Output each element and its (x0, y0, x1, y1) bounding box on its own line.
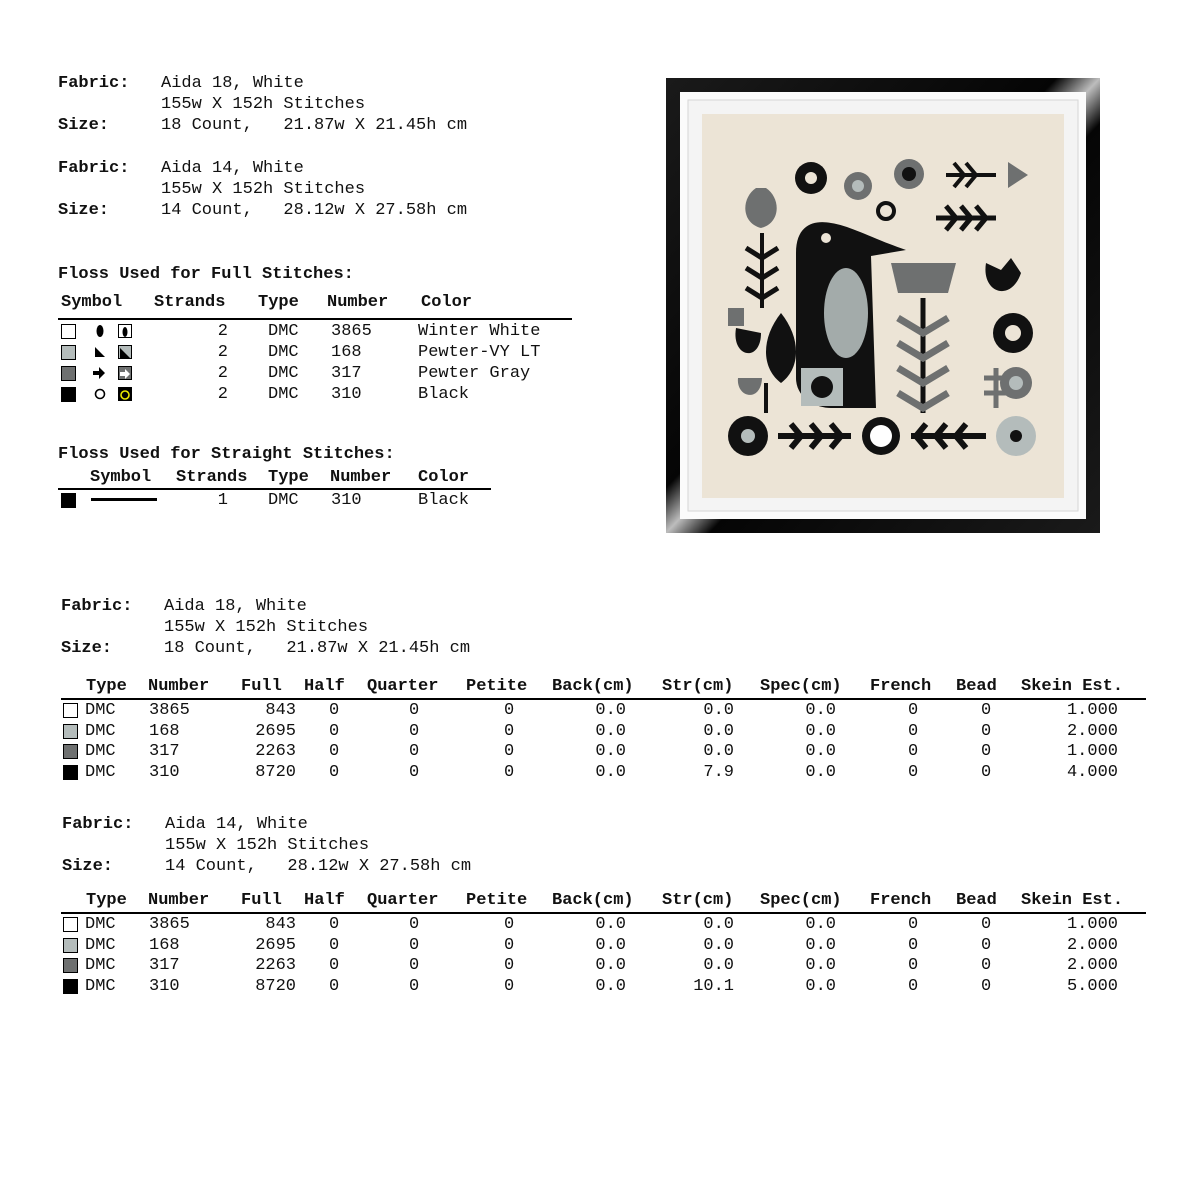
estimate-cell: 0.0 (805, 935, 836, 955)
estimate-cell: 0.0 (703, 701, 734, 720)
color-swatch (61, 345, 76, 360)
strands-cell: 2 (217, 385, 228, 404)
estimate-fabric-block-14 (62, 814, 472, 877)
fabric-value: Aida 14, White (165, 815, 308, 834)
estimate-cell: 0.0 (805, 701, 836, 720)
estimate-cell: 3865 (149, 915, 190, 934)
floss-full-row (0, 363, 600, 384)
triangle-symbol-boxed-icon (118, 345, 132, 359)
estimate-cell: 5.000 (1066, 976, 1118, 996)
estimate-cell: 0 (504, 762, 515, 782)
number-cell: 310 (331, 385, 362, 404)
size-value: 18 Count, 21.87w X 21.45h cm (164, 639, 471, 658)
col-header-symbol: Symbol (90, 468, 152, 487)
estimate-cell: 0 (504, 935, 515, 955)
estimate-cell: 0.0 (595, 935, 626, 955)
type-cell: DMC (268, 322, 299, 341)
estimate-cell: 0 (409, 915, 420, 934)
estimate-cell: 0 (409, 956, 420, 975)
color-swatch (63, 703, 78, 718)
estimate-cell: 0 (504, 976, 515, 996)
number-cell: 310 (331, 491, 362, 510)
estimate-row (0, 914, 1200, 935)
estimate-cell: 1.000 (1066, 915, 1118, 934)
col-header-french: French (870, 677, 932, 696)
estimate-cell: 0.0 (805, 956, 836, 975)
circle-symbol-icon (93, 387, 107, 401)
floss-straight-row (0, 490, 520, 511)
color-swatch (63, 979, 78, 994)
estimate-row (0, 976, 1200, 997)
color-swatch (63, 958, 78, 973)
color-swatch (61, 493, 76, 508)
col-header-symbol: Symbol (61, 293, 123, 312)
size-label: Size: (58, 201, 110, 220)
color-swatch (63, 724, 78, 739)
color-name-cell: Winter White (418, 322, 541, 341)
color-swatch (61, 324, 76, 339)
size-label: Size: (62, 857, 114, 876)
estimate-row (0, 721, 1200, 742)
col-header-skein: Skein Est. (1021, 891, 1124, 910)
estimate-cell: DMC (85, 721, 116, 741)
floss-full-row (0, 321, 600, 342)
estimate-cell: 2263 (255, 956, 296, 975)
col-header-number: Number (330, 468, 392, 487)
type-cell: DMC (268, 343, 299, 362)
strands-cell: 2 (217, 322, 228, 341)
estimate-cell: DMC (85, 935, 116, 955)
estimate-cell: DMC (85, 742, 116, 761)
color-swatch (61, 366, 76, 381)
type-cell: DMC (268, 385, 299, 404)
col-header-back: Back(cm) (552, 677, 634, 696)
estimate-cell: 0 (908, 762, 919, 782)
estimate-cell: DMC (85, 915, 116, 934)
arrow-right-symbol-boxed-icon (118, 366, 132, 380)
estimate-fabric-block-18 (61, 596, 471, 659)
estimate-cell: 0 (329, 701, 340, 720)
oval-symbol-icon (93, 324, 107, 338)
col-header-bead: Bead (956, 891, 997, 910)
floss-full-row (0, 384, 600, 405)
number-cell: 317 (331, 364, 362, 383)
estimate-cell: 0.0 (595, 762, 626, 782)
fabric-label: Fabric: (58, 74, 130, 93)
estimate-row (0, 935, 1200, 956)
estimate-cell: 0 (409, 742, 420, 761)
estimate-row (0, 762, 1200, 783)
estimate-cell: DMC (85, 762, 116, 782)
col-header-spec: Spec(cm) (760, 891, 842, 910)
estimate-cell: 0 (981, 935, 992, 955)
estimate-cell: 2695 (255, 721, 296, 741)
fabric-block-18 (58, 73, 468, 136)
size-label: Size: (58, 116, 110, 135)
col-header-back: Back(cm) (552, 891, 634, 910)
floss-full-rule (58, 318, 572, 320)
estimate-cell: 1.000 (1066, 701, 1118, 720)
fabric-value: Aida 18, White (164, 597, 307, 616)
estimate-cell: 0 (908, 915, 919, 934)
type-cell: DMC (268, 364, 299, 383)
estimate-cell: 7.9 (703, 762, 734, 782)
col-header-half: Half (304, 891, 345, 910)
col-header-french: French (870, 891, 932, 910)
stitches-value: 155w X 152h Stitches (161, 95, 366, 114)
stitches-value: 155w X 152h Stitches (164, 618, 369, 637)
size-value: 14 Count, 28.12w X 27.58h cm (161, 201, 468, 220)
estimate-cell: 0 (504, 742, 515, 761)
estimate-cell: 0.0 (703, 935, 734, 955)
estimate-cell: 0 (329, 742, 340, 761)
col-header-number: Number (327, 293, 389, 312)
estimate-cell: 0.0 (703, 915, 734, 934)
stitches-value: 155w X 152h Stitches (165, 836, 370, 855)
estimate-cell: 0 (329, 935, 340, 955)
estimate-cell: 0 (981, 701, 992, 720)
size-label: Size: (61, 639, 113, 658)
estimate-cell: 0.0 (595, 915, 626, 934)
estimate-cell: 0 (409, 701, 420, 720)
estimate-cell: 0 (908, 956, 919, 975)
estimate-cell: 0 (329, 976, 340, 996)
col-header-str: Str(cm) (662, 677, 734, 696)
color-swatch (63, 938, 78, 953)
estimate-cell: 843 (265, 701, 296, 720)
col-header-full: Full (241, 677, 282, 696)
circle-symbol-boxed-icon (118, 387, 132, 401)
floss-straight-title: Floss Used for Straight Stitches: (58, 445, 395, 464)
col-header-color: Color (418, 468, 470, 487)
estimate-cell: 0.0 (805, 762, 836, 782)
estimate-cell: 0.0 (595, 976, 626, 996)
number-cell: 3865 (331, 322, 372, 341)
floss-full-title: Floss Used for Full Stitches: (58, 265, 354, 284)
stitches-value: 155w X 152h Stitches (161, 180, 366, 199)
col-header-quarter: Quarter (367, 891, 439, 910)
col-header-str: Str(cm) (662, 891, 734, 910)
color-name-cell: Pewter Gray (418, 364, 531, 383)
estimate-cell: 0.0 (595, 956, 626, 975)
estimate-cell: 8720 (255, 976, 296, 996)
estimate-cell: 310 (149, 976, 180, 996)
estimate-cell: DMC (85, 701, 116, 720)
col-header-strands: Strands (176, 468, 248, 487)
estimate-row (0, 955, 1200, 976)
estimate-cell: 0 (409, 721, 420, 741)
color-name-cell: Black (418, 491, 470, 510)
estimate-cell: 0.0 (703, 956, 734, 975)
col-header-type: Type (86, 891, 127, 910)
color-name-cell: Black (418, 385, 470, 404)
color-swatch (61, 387, 76, 402)
estimate-cell: 0 (908, 701, 919, 720)
oval-symbol-boxed-icon (118, 324, 132, 338)
estimate-cell: 0 (981, 721, 992, 741)
estimate-cell: 2.000 (1066, 721, 1118, 741)
col-header-number: Number (148, 891, 210, 910)
size-value: 14 Count, 28.12w X 27.58h cm (165, 857, 472, 876)
estimate-cell: 0.0 (805, 742, 836, 761)
estimate-cell: 0.0 (703, 721, 734, 741)
estimate-cell: 0 (329, 915, 340, 934)
col-header-type: Type (258, 293, 299, 312)
estimate-cell: 0.0 (805, 721, 836, 741)
fabric-label: Fabric: (61, 597, 133, 616)
estimate-cell: 0 (981, 742, 992, 761)
type-cell: DMC (268, 491, 299, 510)
col-header-bead: Bead (956, 677, 997, 696)
estimate-cell: DMC (85, 976, 116, 996)
estimate-cell: 3865 (149, 701, 190, 720)
color-swatch (63, 917, 78, 932)
estimate-cell: 0 (409, 976, 420, 996)
estimate-cell: 0.0 (595, 742, 626, 761)
estimate-cell: 0 (981, 915, 992, 934)
fabric-value: Aida 14, White (161, 159, 304, 178)
estimate-cell: 0 (908, 935, 919, 955)
estimate-cell: 0 (908, 742, 919, 761)
estimate-cell: 0 (504, 915, 515, 934)
fabric-block-14 (58, 158, 468, 221)
col-header-petite: Petite (466, 677, 528, 696)
estimate-cell: 2.000 (1066, 935, 1118, 955)
strands-cell: 1 (217, 491, 228, 510)
estimate-cell: 0 (908, 721, 919, 741)
estimate-cell: 0 (981, 956, 992, 975)
col-header-petite: Petite (466, 891, 528, 910)
fabric-label: Fabric: (58, 159, 130, 178)
col-header-type: Type (268, 468, 309, 487)
estimate-cell: 0 (409, 762, 420, 782)
estimate-cell: 0.0 (805, 976, 836, 996)
straight-stitch-line-icon (91, 498, 157, 501)
col-header-spec: Spec(cm) (760, 677, 842, 696)
color-swatch (63, 765, 78, 780)
estimate-cell: 317 (149, 742, 180, 761)
estimate-cell: 0 (981, 976, 992, 996)
estimate-row (0, 700, 1200, 721)
estimate-cell: 10.1 (693, 976, 734, 996)
estimate-cell: 2.000 (1066, 956, 1118, 975)
estimate-cell: 2263 (255, 742, 296, 761)
estimate-cell: 168 (149, 721, 180, 741)
estimate-cell: DMC (85, 956, 116, 975)
estimate-cell: 0 (329, 721, 340, 741)
estimate-cell: 0 (409, 935, 420, 955)
estimate-cell: 8720 (255, 762, 296, 782)
floss-full-row (0, 342, 600, 363)
triangle-symbol-icon (93, 345, 107, 359)
estimate-cell: 0.0 (595, 721, 626, 741)
estimate-cell: 1.000 (1066, 742, 1118, 761)
estimate-cell: 0.0 (595, 701, 626, 720)
estimate-cell: 0.0 (805, 915, 836, 934)
estimate-cell: 4.000 (1066, 762, 1118, 782)
col-header-skein: Skein Est. (1021, 677, 1124, 696)
estimate-cell: 0 (504, 721, 515, 741)
col-header-number: Number (148, 677, 210, 696)
arrow-right-symbol-icon (92, 366, 106, 380)
strands-cell: 2 (217, 343, 228, 362)
estimate-cell: 0 (908, 976, 919, 996)
strands-cell: 2 (217, 364, 228, 383)
estimate-table-18 (0, 677, 1200, 787)
estimate-cell: 310 (149, 762, 180, 782)
estimate-cell: 0 (329, 762, 340, 782)
estimate-table-14 (0, 891, 1200, 1001)
estimate-cell: 0 (504, 701, 515, 720)
col-header-color: Color (421, 293, 473, 312)
framed-pattern-preview (666, 78, 1100, 533)
estimate-cell: 0 (329, 956, 340, 975)
color-name-cell: Pewter-VY LT (418, 343, 541, 362)
col-header-full: Full (241, 891, 282, 910)
estimate-cell: 317 (149, 956, 180, 975)
estimate-cell: 2695 (255, 935, 296, 955)
col-header-half: Half (304, 677, 345, 696)
estimate-cell: 0 (504, 956, 515, 975)
fabric-label: Fabric: (62, 815, 134, 834)
col-header-quarter: Quarter (367, 677, 439, 696)
estimate-cell: 843 (265, 915, 296, 934)
estimate-cell: 0.0 (703, 742, 734, 761)
color-swatch (63, 744, 78, 759)
estimate-cell: 0 (981, 762, 992, 782)
number-cell: 168 (331, 343, 362, 362)
fabric-value: Aida 18, White (161, 74, 304, 93)
estimate-cell: 168 (149, 935, 180, 955)
col-header-strands: Strands (154, 293, 226, 312)
col-header-type: Type (86, 677, 127, 696)
estimate-row (0, 741, 1200, 762)
size-value: 18 Count, 21.87w X 21.45h cm (161, 116, 468, 135)
